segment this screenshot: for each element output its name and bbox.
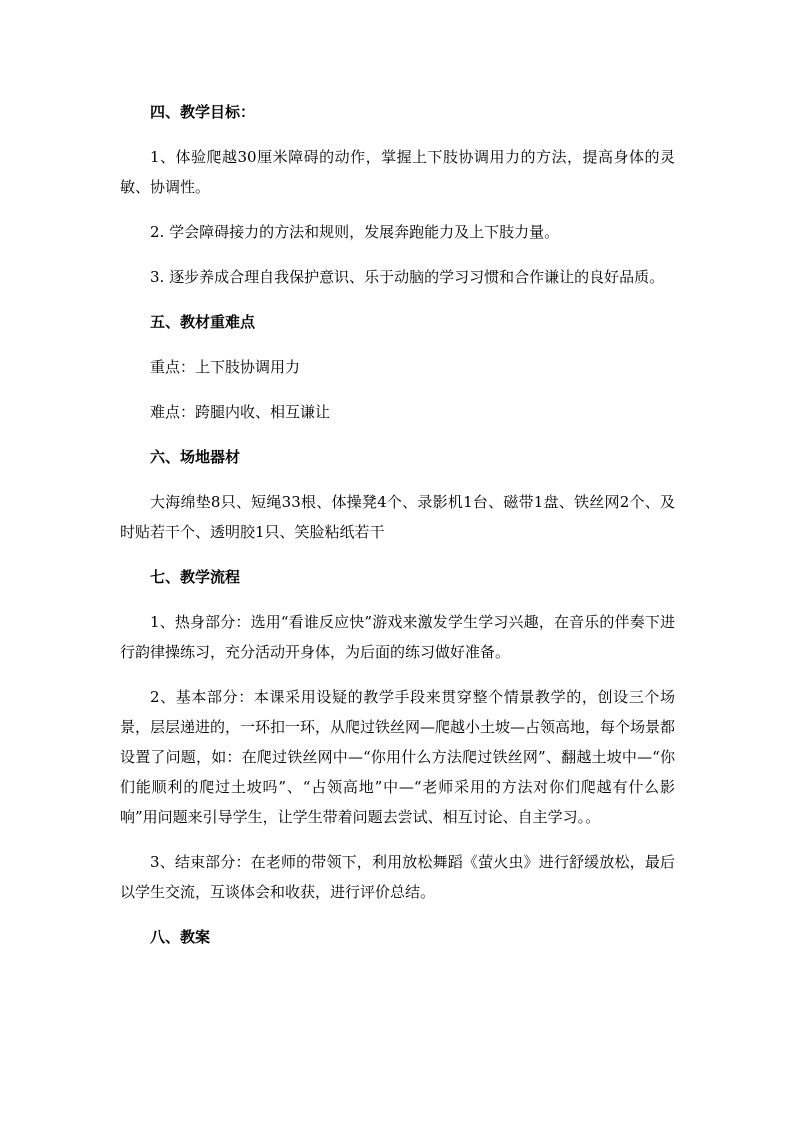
objective-paragraph-2: 2. 学会障碍接力的方法和规则，发展奔跑能力及上下肢力量。: [150, 223, 560, 241]
process-paragraph-warmup: 1、热身部分：选用“看谁反应快”游戏来激发学生学习兴趣，在音乐的伴奏下进行韵律操练习，充分活动开身体，为后面的练习做好准备。: [120, 613, 675, 661]
section-heading-key-points: 五、教材重难点: [150, 313, 256, 331]
objective-paragraph-1: 1、体验爬越30厘米障碍的动作，掌握上下肢协调用力的方法，提高身体的灵敏、协调性。: [120, 148, 675, 196]
section-heading-objectives: 四、教学目标：: [150, 103, 256, 121]
key-point-line: 重点：上下肢协调用力: [150, 358, 301, 376]
section-heading-process: 七、教学流程: [150, 568, 241, 586]
equipment-paragraph: 大海绵垫8只、短绳33根、体操凳4个、录影机1台、磁带1盘、铁丝网2个、及时贴若干个、透明胶1只、笑脸粘纸若干: [120, 493, 675, 541]
difficult-point-line: 难点：跨腿内收、相互谦让: [150, 403, 331, 421]
section-heading-lesson-plan: 八、教案: [150, 928, 211, 946]
section-heading-equipment: 六、场地器材: [150, 448, 241, 466]
objective-paragraph-3: 3. 逐步养成合理自我保护意识、乐于动脑的学习习惯和合作谦让的良好品质。: [150, 268, 665, 286]
document-body: [120, 97, 675, 967]
process-paragraph-basic: 2、基本部分：本课采用设疑的教学手段来贯穿整个情景教学的，创设三个场景，层层递进的，一环扣一环，从爬过铁丝网—爬越小土坡—占领高地，每个场景都设置了问题，如：在爬过铁丝网中—“你用什么方法爬过铁丝网”、翻越土坡中—“你们能顺利的爬过土坡吗”、“占领高地”中—“老师采用的方法对你们爬越有什么影响”用问题来引导学生，让学生带着问题去尝试、相互讨论、自主学习。。: [120, 688, 676, 826]
process-paragraph-ending: 3、结束部分：在老师的带领下，利用放松舞蹈《萤火虫》进行舒缓放松，最后以学生交流，互谈体会和收获，进行评价总结。: [120, 853, 675, 901]
